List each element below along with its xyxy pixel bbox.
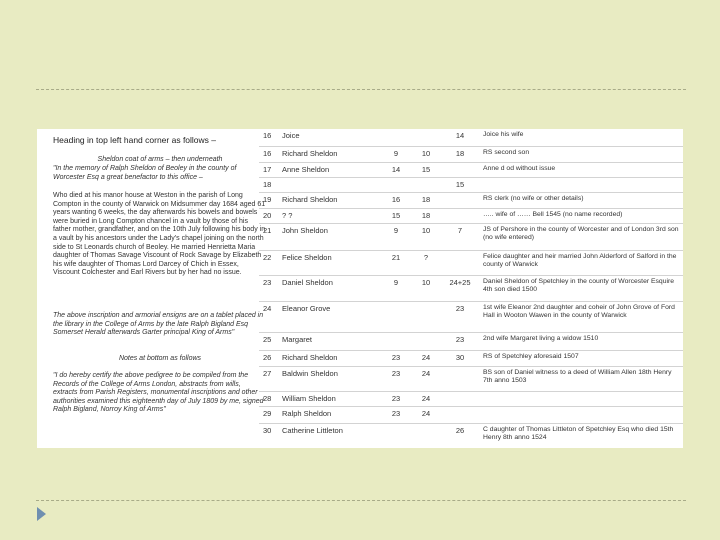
top-divider bbox=[36, 89, 686, 90]
mother-ref: 18 bbox=[421, 195, 431, 204]
father-ref: 23 bbox=[391, 353, 401, 362]
mother-ref: 24 bbox=[421, 394, 431, 403]
row-divider bbox=[259, 192, 683, 193]
spouse-ref: 18 bbox=[455, 149, 465, 158]
memory-text: "In the memory of Ralph Sheldon of Beoley in the county of Worcester Esq a great benefactor to this office – bbox=[53, 165, 237, 181]
row-divider bbox=[259, 391, 683, 392]
person-name: Baldwin Sheldon bbox=[282, 369, 338, 378]
person-name: William Sheldon bbox=[282, 394, 336, 403]
spouse-ref: 23 bbox=[455, 335, 465, 344]
above-text: The above inscription and armorial ensigns are on a tablet placed in the library in the College of Arms by the late Ralph Bigland Esq Somerset Herald afterwards Garter principal King of Arms" bbox=[53, 312, 264, 337]
table-row bbox=[37, 195, 683, 209]
mother-ref: 18 bbox=[421, 211, 431, 220]
father-ref: 21 bbox=[391, 253, 401, 262]
row-divider bbox=[259, 208, 683, 209]
spouse-ref: 14 bbox=[455, 131, 465, 140]
father-ref: 14 bbox=[391, 165, 401, 174]
row-divider bbox=[259, 223, 683, 224]
row-note: RS of Spetchley aforesaid 1507 bbox=[483, 353, 579, 360]
row-number: 28 bbox=[263, 394, 272, 403]
row-divider bbox=[259, 350, 683, 351]
row-number: 23 bbox=[263, 278, 272, 287]
row-divider bbox=[259, 162, 683, 163]
mother-ref: 24 bbox=[421, 353, 431, 362]
row-note: 1st wife Eleanor 2nd daughter and coheir of John Grove of Ford Hall in Wooton Wawen in the county of Warwick bbox=[483, 304, 675, 320]
row-number: 16 bbox=[263, 131, 272, 140]
next-slide-arrow-icon[interactable] bbox=[37, 507, 46, 521]
spouse-ref: 7 bbox=[457, 226, 463, 235]
table-row bbox=[37, 304, 683, 318]
mother-ref: 10 bbox=[421, 278, 431, 287]
row-divider bbox=[259, 406, 683, 407]
person-name: Richard Sheldon bbox=[282, 353, 338, 362]
row-note: BS son of Daniel witness to a deed of William Allen 18th Henry 7th anno 1503 bbox=[483, 369, 672, 385]
table-row bbox=[37, 253, 683, 267]
person-name: Joice bbox=[282, 131, 300, 140]
row-number: 25 bbox=[263, 335, 272, 344]
table-row bbox=[37, 226, 683, 240]
person-name: Richard Sheldon bbox=[282, 195, 338, 204]
spouse-ref: 23 bbox=[455, 304, 465, 313]
table-row bbox=[37, 335, 683, 349]
row-divider bbox=[259, 301, 683, 302]
father-ref: 23 bbox=[391, 394, 401, 403]
row-note: Anne d od without issue bbox=[483, 165, 556, 172]
mother-ref: ? bbox=[423, 253, 429, 262]
person-name: Richard Sheldon bbox=[282, 149, 338, 158]
person-name: Felice Sheldon bbox=[282, 253, 332, 262]
row-note: Daniel Sheldon of Spetchley in the county of Worcester Esquire 4th son died 1500 bbox=[483, 278, 675, 294]
father-ref: 16 bbox=[391, 195, 401, 204]
mother-ref: 10 bbox=[421, 149, 431, 158]
notes-title: Notes at bottom as follows bbox=[118, 355, 202, 362]
row-number: 20 bbox=[263, 211, 272, 220]
row-number: 30 bbox=[263, 426, 272, 435]
row-note: JS of Pershore in the county of Worcester and of London 3rd son (no wife entered) bbox=[483, 226, 679, 242]
table-row bbox=[37, 353, 683, 367]
mother-ref: 15 bbox=[421, 165, 431, 174]
row-number: 21 bbox=[263, 226, 272, 235]
row-divider bbox=[259, 177, 683, 178]
heading-text: Heading in top left hand corner as follows – bbox=[53, 135, 217, 145]
row-divider bbox=[259, 423, 683, 424]
row-divider bbox=[259, 275, 683, 276]
row-number: 22 bbox=[263, 253, 272, 262]
person-name: Ralph Sheldon bbox=[282, 409, 332, 418]
row-number: 26 bbox=[263, 353, 272, 362]
row-note: RS second son bbox=[483, 149, 530, 156]
row-note: 2nd wife Margaret living a widow 1510 bbox=[483, 335, 599, 342]
arms-title: Sheldon coat of arms – then underneath bbox=[97, 156, 223, 163]
table-row bbox=[37, 149, 683, 163]
who-died-text: Who died at his manor house at Weston in the parish of Long Compton in the county of Warwick on Midsummer day 1684 aged 61 years wanting 6 weeks, the day afterwards his bowels and bowels were buried in Long Compton chancel in a vault by those of his father mother, grandfather, and on the 10th July following his body in a vault by his ancestors under the Lady's chapel joining on the north side to St Leonards church of Beoley. He married Henrietta Maria daughter of Thomas Savage Viscount of Rock Savage by Elizabeth his wife daughter of Thomas Lord Darcey of Chich in Essex, Viscount Colchester and Earl Rivers but by her had no issue. bbox=[53, 192, 266, 277]
row-note: Joice his wife bbox=[483, 131, 524, 138]
row-number: 16 bbox=[263, 149, 272, 158]
row-number: 27 bbox=[263, 369, 272, 378]
person-name: Margaret bbox=[282, 335, 313, 344]
row-number: 17 bbox=[263, 165, 272, 174]
table-row bbox=[37, 369, 683, 383]
certify-text: "I do hereby certify the above pedigree to be compiled from the Records of the College of Arms London, abstracts from wills, extracts from Parish Registers, monumental inscriptions and other authorities examined this eighteenth day of July 1809 by me, signed Ralph Bigland, Norroy King of Arms" bbox=[53, 372, 264, 414]
pedigree-table bbox=[37, 129, 683, 448]
father-ref: 23 bbox=[391, 409, 401, 418]
father-ref: 9 bbox=[393, 278, 399, 287]
mother-ref: 10 bbox=[421, 226, 431, 235]
table-row bbox=[37, 131, 683, 145]
row-number: 24 bbox=[263, 304, 272, 313]
person-name: ? ? bbox=[282, 211, 293, 220]
person-name: Catherine Littleton bbox=[282, 426, 343, 435]
mother-ref: 24 bbox=[421, 369, 431, 378]
person-name: Anne Sheldon bbox=[282, 165, 330, 174]
row-divider bbox=[259, 146, 683, 147]
row-divider bbox=[259, 332, 683, 333]
row-number: 18 bbox=[263, 180, 272, 189]
table-row bbox=[37, 426, 683, 440]
table-row bbox=[37, 409, 683, 423]
row-number: 29 bbox=[263, 409, 272, 418]
father-ref: 15 bbox=[391, 211, 401, 220]
mother-ref: 24 bbox=[421, 409, 431, 418]
spouse-ref: 26 bbox=[455, 426, 465, 435]
spouse-ref: 24+25 bbox=[449, 278, 471, 287]
spouse-ref: 30 bbox=[455, 353, 465, 362]
row-note: ….. wife of …… Bell 1545 (no name recorded) bbox=[483, 211, 623, 218]
row-number: 19 bbox=[263, 195, 272, 204]
person-name: John Sheldon bbox=[282, 226, 328, 235]
table-row bbox=[37, 278, 683, 292]
row-divider bbox=[259, 250, 683, 251]
bottom-divider bbox=[36, 500, 686, 501]
person-name: Eleanor Grove bbox=[282, 304, 331, 313]
row-divider bbox=[259, 366, 683, 367]
father-ref: 9 bbox=[393, 226, 399, 235]
spouse-ref: 15 bbox=[455, 180, 465, 189]
father-ref: 23 bbox=[391, 369, 401, 378]
row-note: C daughter of Thomas Littleton of Spetchley Esq who died 15th Henry 8th anno 1524 bbox=[483, 426, 674, 442]
row-note: Felice daughter and heir married John Alderford of Salford in the county of Warwick bbox=[483, 253, 677, 269]
row-note: RS clerk (no wife or other details) bbox=[483, 195, 584, 202]
document-image bbox=[37, 129, 683, 448]
person-name: Daniel Sheldon bbox=[282, 278, 333, 287]
father-ref: 9 bbox=[393, 149, 399, 158]
